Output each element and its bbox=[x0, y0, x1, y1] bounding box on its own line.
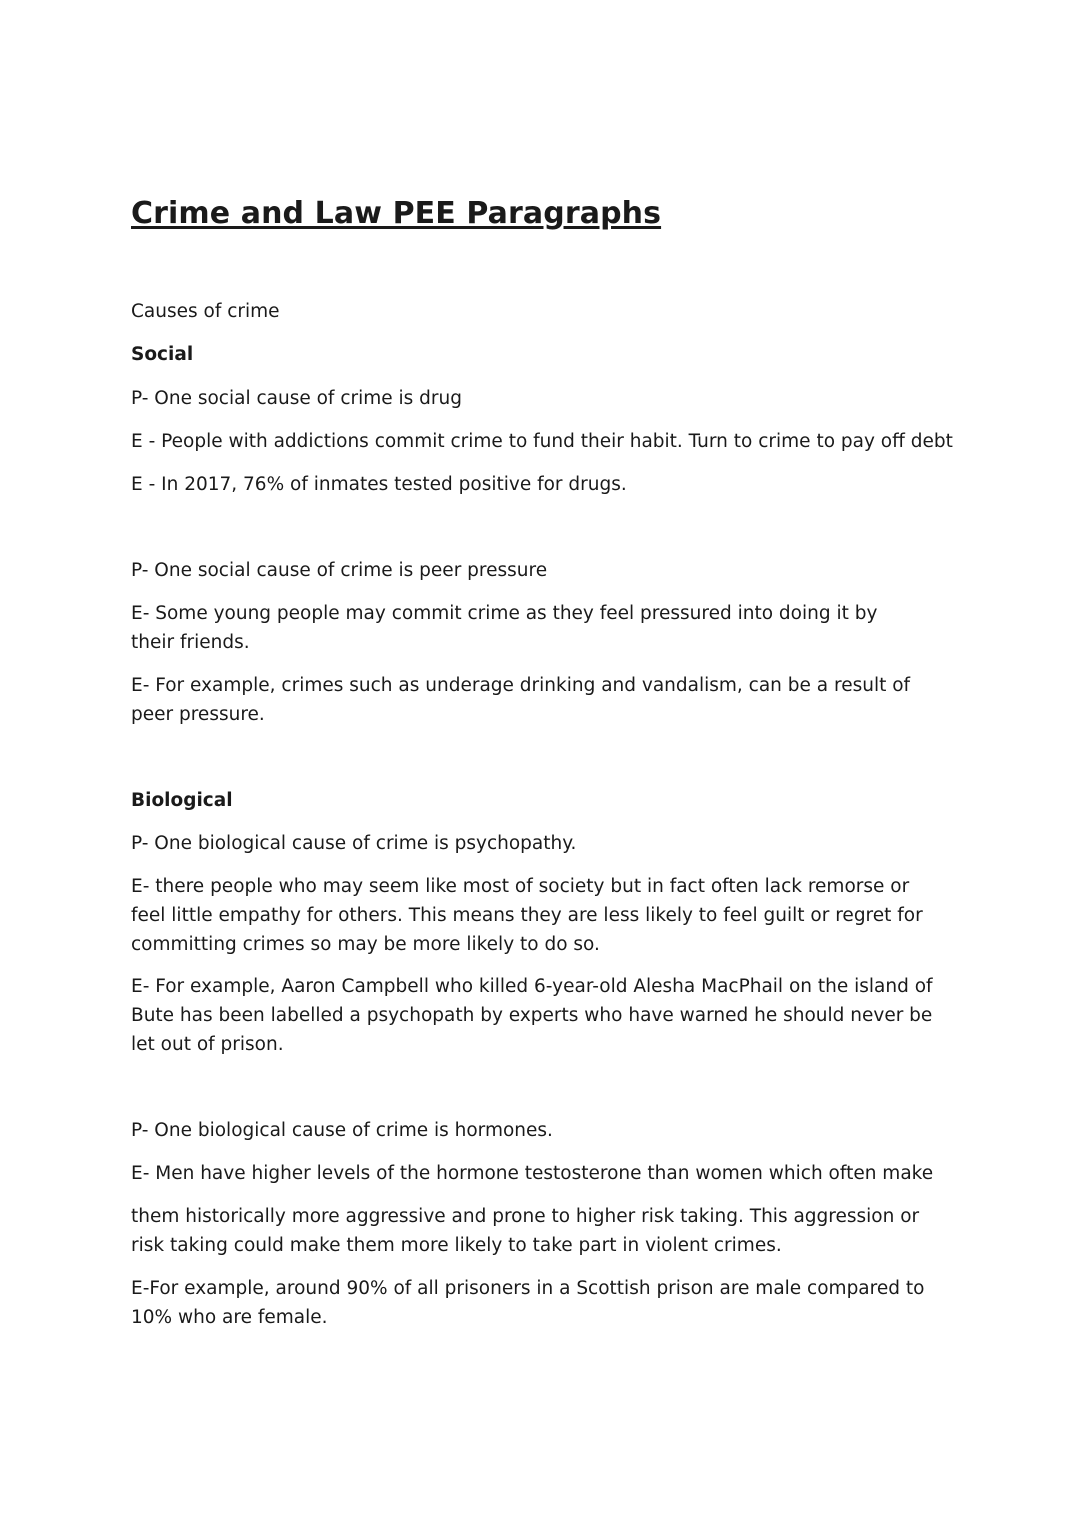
hormones-evidence: E-For example, around 90% of all prisoners in a Scottish prison are male compared to 10% who are female. bbox=[131, 1278, 925, 1328]
psychopathy-explain: E- there people who may seem like most of society but in fact often lack remorse or feel little empathy for others. This means they are less likely to feel guilt or regret for committing crimes so may be more likely to do so. bbox=[131, 876, 923, 955]
hormones-explain-line2: them historically more aggressive and prone to higher risk taking. This aggression or risk taking could make them more likely to take part in violent crimes. bbox=[131, 1206, 920, 1256]
page-title: Crime and Law PEE Paragraphs bbox=[131, 196, 662, 231]
hormones-point: P- One biological cause of crime is hormones. bbox=[131, 1120, 553, 1141]
drugs-explain: E - People with addictions commit crime to fund their habit. Turn to crime to pay off debt bbox=[131, 431, 953, 452]
peer-pressure-point: P- One social cause of crime is peer pressure bbox=[131, 560, 548, 581]
peer-pressure-explain: E- Some young people may commit crime as they feel pressured into doing it by their friends. bbox=[131, 603, 878, 653]
biological-heading: Biological bbox=[131, 790, 233, 811]
hormones-explain-line1: E- Men have higher levels of the hormone testosterone than women which often make bbox=[131, 1163, 934, 1184]
psychopathy-evidence: E- For example, Aaron Campbell who killed 6-year-old Alesha MacPhail on the island of Bute has been labelled a psychopath by experts who have warned he should never be let out of prison. bbox=[131, 976, 933, 1055]
drugs-point: P- One social cause of crime is drug bbox=[131, 388, 463, 409]
drugs-evidence: E - In 2017, 76% of inmates tested positive for drugs. bbox=[131, 474, 627, 495]
section-label: Causes of crime bbox=[131, 301, 280, 322]
psychopathy-point: P- One biological cause of crime is psychopathy. bbox=[131, 833, 577, 854]
social-heading: Social bbox=[131, 344, 194, 365]
peer-pressure-evidence: E- For example, crimes such as underage drinking and vandalism, can be a result of peer pressure. bbox=[131, 675, 911, 725]
